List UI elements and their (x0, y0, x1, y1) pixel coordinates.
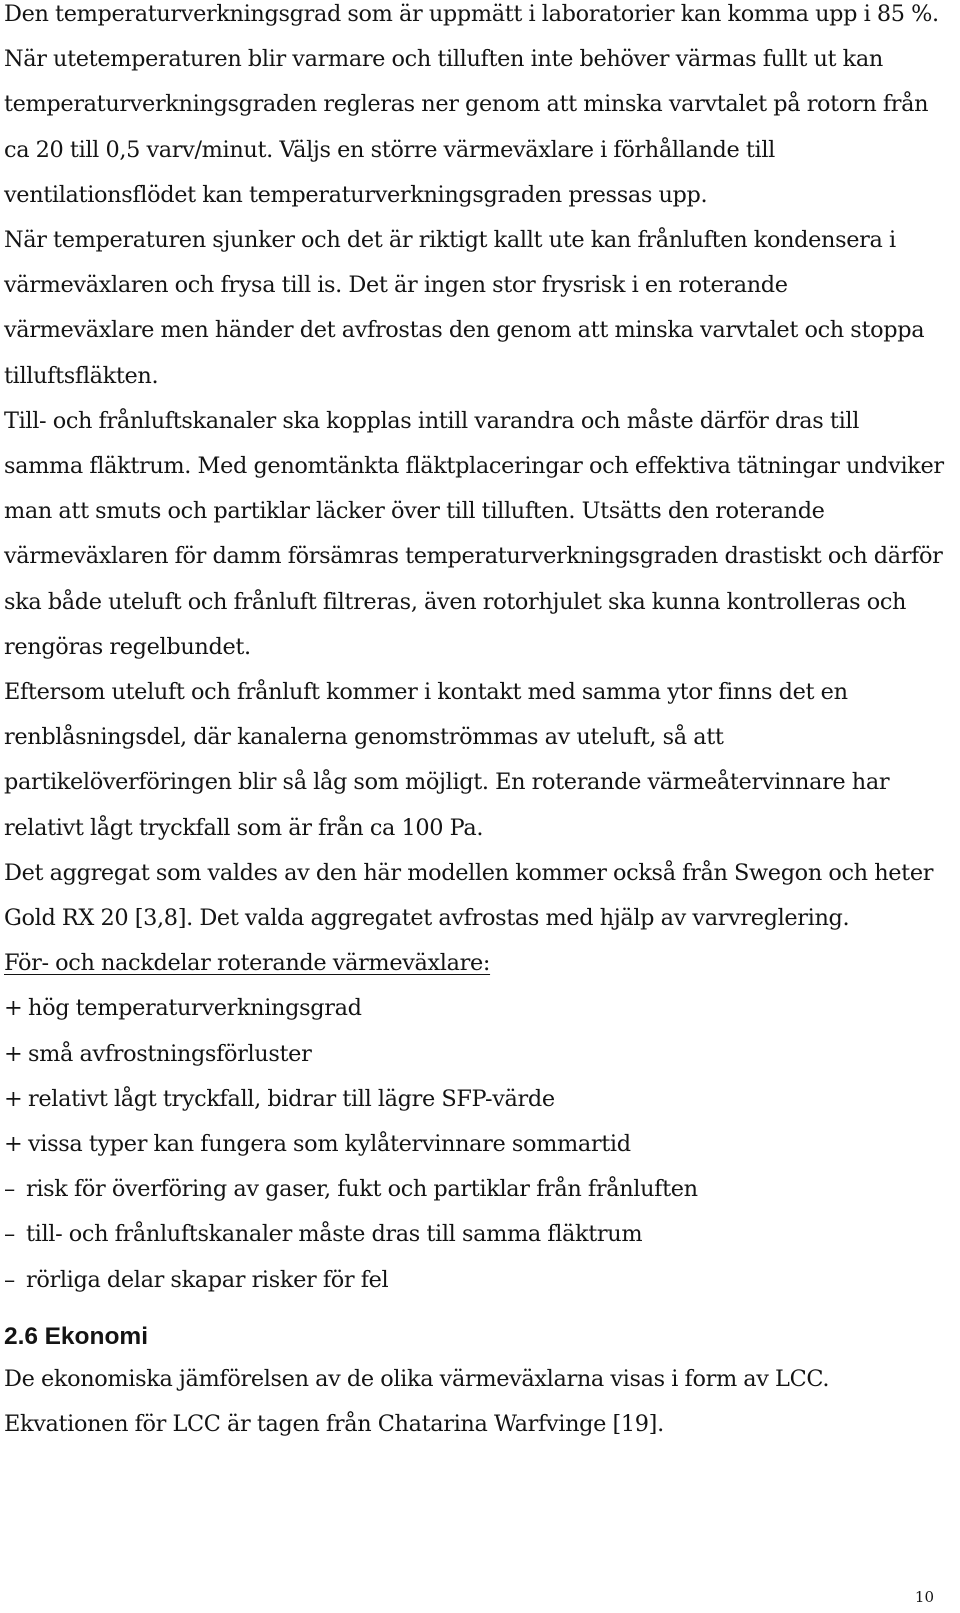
body-paragraph: När temperaturen sjunker och det är riktigt kallt ute kan frånluften kondensera i värmeväxlaren och frysa till is. Det är ingen stor frysrisk i en roterande värmeväxlare men händer det avfrostas den genom att minska varvtalet och stoppa tilluftsfläkten. (4, 227, 925, 389)
pro-item (4, 1122, 944, 1167)
con-text: till- och frånluftskanaler måste dras till samma fläktrum (26, 1221, 643, 1248)
dash-marker: – (4, 1266, 15, 1293)
body-paragraph: Eftersom uteluft och frånluft kommer i kontakt med samma ytor finns det en renblåsningsdel, där kanalerna genomströmmas av uteluft, så att partikelöverföringen blir så låg som möjligt. En roterande värmeåtervinnare har relativt lågt tryckfall som är från ca 100 Pa. (4, 679, 890, 841)
body-paragraph: Det aggregat som valdes av den här modellen kommer också från Swegon och heter Gold RX 20 [3,8]. Det valda aggregatet avfrostas med hjälp av varvreglering. (4, 859, 934, 932)
pros-cons-heading: För- och nackdelar roterande värmeväxlare: (4, 950, 491, 977)
plus-marker: + (4, 1085, 23, 1112)
con-item (4, 1212, 944, 1257)
page-number: 10 (914, 1588, 934, 1606)
section-heading: 2.6 Ekonomi (4, 1322, 149, 1350)
plus-marker: + (4, 1131, 23, 1158)
document-page (4, 0, 944, 1447)
pro-item (4, 1032, 944, 1077)
pro-item (4, 986, 944, 1031)
body-paragraph: Den temperaturverkningsgrad som är uppmätt i laboratorier kan komma upp i 85 %. När utetemperaturen blir varmare och tilluften inte behöver värmas fullt ut kan temperaturverkningsgraden regleras ner genom att minska varvtalet på rotorn från ca 20 till 0,5 varv/minut. Väljs en större värmeväxlare i förhållande till ventilationsflödet kan temperaturverkningsgraden pressas upp. (4, 1, 939, 208)
dash-marker: – (4, 1221, 15, 1248)
pro-text: vissa typer kan fungera som kylåtervinnare sommartid (28, 1131, 631, 1158)
pros-list (4, 986, 944, 1167)
section-paragraph: De ekonomiska jämförelsen av de olika värmeväxlarna visas i form av LCC. Ekvationen för LCC är tagen från Chatarina Warfvinge [19]. (4, 1365, 830, 1438)
pro-text: små avfrostningsförluster (28, 1040, 312, 1067)
pro-text: relativt lågt tryckfall, bidrar till lägre SFP-värde (28, 1085, 555, 1112)
dash-marker: – (4, 1176, 15, 1203)
plus-marker: + (4, 1040, 23, 1067)
con-item (4, 1258, 944, 1303)
pro-item (4, 1077, 944, 1122)
pro-text: hög temperaturverkningsgrad (28, 995, 362, 1022)
con-text: rörliga delar skapar risker för fel (26, 1266, 389, 1293)
body-paragraph: Till- och frånluftskanaler ska kopplas intill varandra och måste därför dras till samma fläktrum. Med genomtänkta fläktplaceringar och effektiva tätningar undviker man att smuts och partiklar läcker över till tilluften. Utsätts den roterande värmeväxlaren för damm försämras temperaturverkningsgraden drastiskt och därför ska både uteluft och frånluft filtreras, även rotorhjulet ska kunna kontrolleras och rengöras regelbundet. (4, 407, 944, 660)
con-item (4, 1167, 944, 1212)
plus-marker: + (4, 995, 23, 1022)
cons-list (4, 1167, 944, 1303)
con-text: risk för överföring av gaser, fukt och partiklar från frånluften (26, 1176, 698, 1203)
